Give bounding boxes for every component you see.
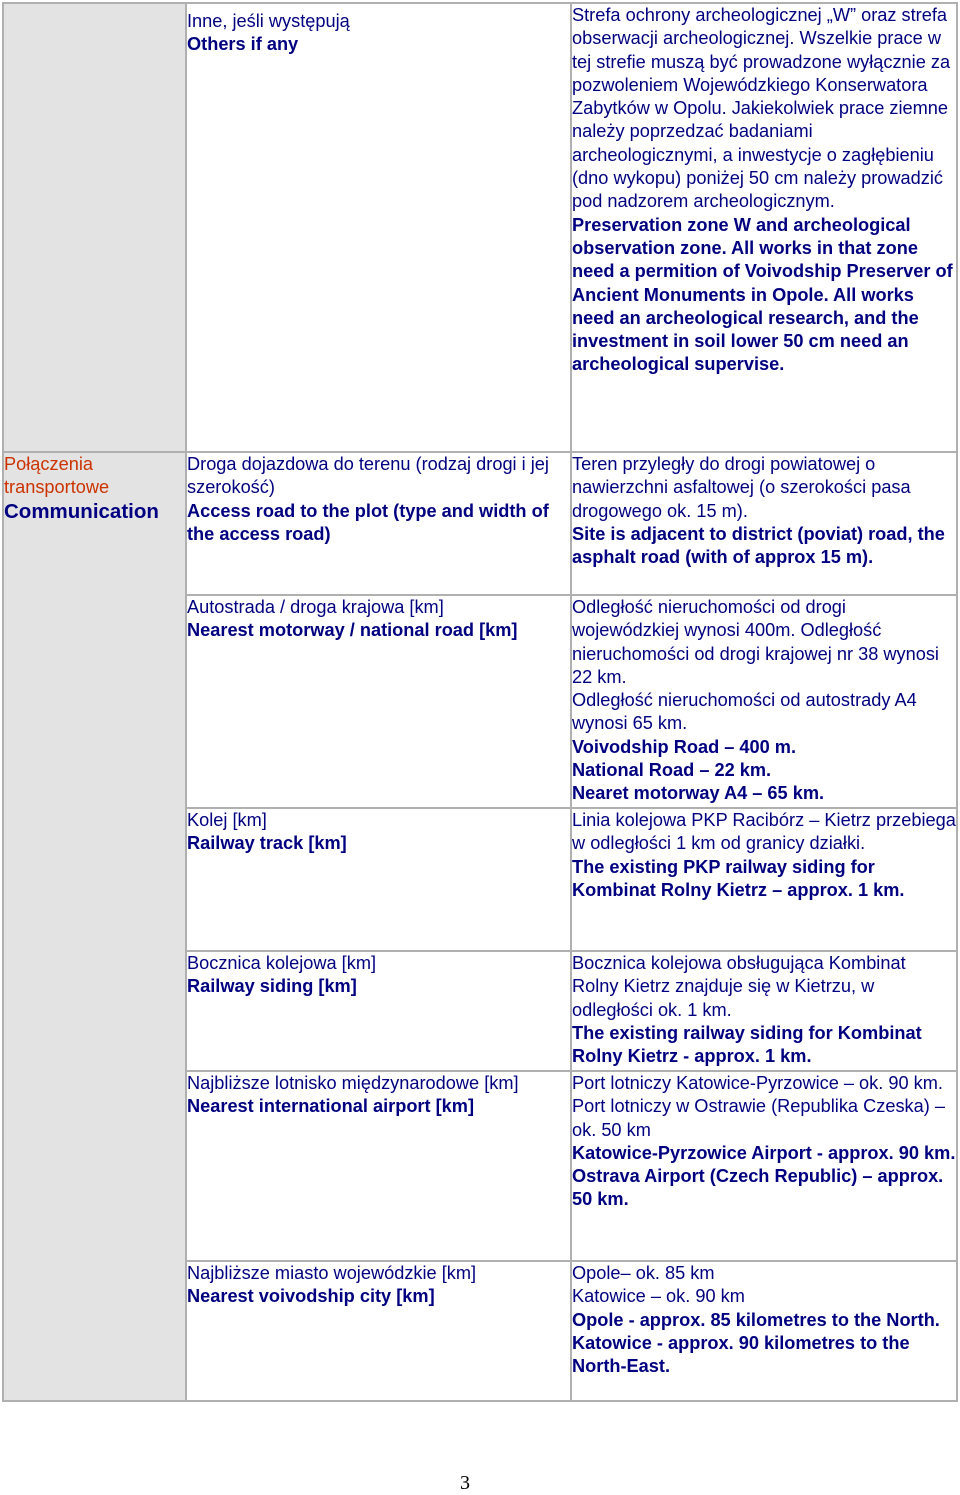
value-en-motorway-1: Voivodship Road – 400 m. [572, 736, 797, 757]
label-pl-siding: Bocznica kolejowa [km] [187, 953, 377, 973]
value-en-motorway-3: Nearet motorway A4 – 65 km. [572, 783, 825, 804]
value-pl-airport-1: Port lotniczy Katowice-Pyrzowice – ok. 90 km. [572, 1073, 943, 1093]
label-pl-city: Najbliższe miasto wojewódzkie [km] [187, 1263, 477, 1283]
value-pl-city-1: Opole– ok. 85 km [572, 1263, 715, 1283]
section-title-pl: Połączenia transportowe [4, 454, 110, 498]
value-pl-siding: Bocznica kolejowa obsługująca Kombinat Rolny Kietrz znajduje się w Kietrzu, w odległości ok. 1 km. [572, 953, 906, 1020]
label-cell-city [186, 1261, 571, 1401]
label-cell-access-road [186, 452, 571, 595]
value-pl-airport-2: Port lotniczy w Ostrawie (Republika Czeska) – ok. 50 km [572, 1096, 945, 1140]
value-en-airport-2: Ostrava Airport (Czech Republic) – approx. 50 km. [572, 1166, 944, 1210]
value-cell-railway [571, 808, 957, 951]
value-en-city-2: Katowice - approx. 90 kilometres to the North-East. [572, 1332, 910, 1377]
label-cell-motorway [186, 595, 571, 808]
label-cell-airport [186, 1071, 571, 1261]
value-cell-access-road [571, 452, 957, 595]
label-cell-others [186, 3, 571, 452]
value-en-others: Preservation zone W and archeological observation zone. All works in that zone need a permition of Voivodship Preserver of Ancient Monuments in Opole. All works need an archeological research, and the investment in soil lower 50 cm need an archeological supervise. [572, 214, 953, 375]
label-pl-airport: Najbliższe lotnisko międzynarodowe [km] [187, 1073, 519, 1093]
table-row-access-road [3, 452, 957, 595]
communication-table [2, 2, 958, 1402]
value-cell-city [571, 1261, 957, 1401]
value-pl-railway: Linia kolejowa PKP Racibórz – Kietrz przebiega w odległości 1 km od granicy działki. [572, 810, 956, 854]
value-cell-siding [571, 951, 957, 1071]
section-title-en: Communication [4, 499, 159, 523]
value-en-access-road: Site is adjacent to district (poviat) road, the asphalt road (with of approx 15 m). [572, 523, 945, 568]
label-en-airport: Nearest international airport [km] [187, 1096, 475, 1117]
label-cell-siding [186, 951, 571, 1071]
value-cell-motorway [571, 595, 957, 808]
label-en-others: Others if any [187, 34, 299, 55]
value-pl-motorway-2: Odległość nieruchomości od autostrady A4 wynosi 65 km. [572, 690, 917, 734]
label-en-city: Nearest voivodship city [km] [187, 1286, 435, 1307]
value-cell-airport [571, 1071, 957, 1261]
label-pl-motorway: Autostrada / droga krajowa [km] [187, 597, 444, 617]
label-pl-railway: Kolej [km] [187, 810, 267, 830]
label-pl-access-road: Droga dojazdowa do terenu (rodzaj drogi i jej szerokość) [187, 454, 549, 498]
label-cell-railway [186, 808, 571, 951]
label-en-motorway: Nearest motorway / national road [km] [187, 620, 518, 641]
value-en-railway: The existing PKP railway siding for Kombinat Rolny Kietrz – approx. 1 km. [572, 856, 905, 900]
value-pl-others: Strefa ochrony archeologicznej „W” oraz strefa obserwacji archeologicznej. Wszelkie prace w tej strefie muszą być prowadzone wyłącznie za pozwoleniem Wojewódzkiego Konserwatora Zabytków w Opolu. Jakiekolwiek prace ziemne należy poprzedzać badaniami archeologicznymi, a inwestycje o zagłębieniu (dno wykopu) poniżej 50 cm należy prowadzić pod nadzorem archeologicznym. [572, 5, 951, 212]
page-number: 3 [460, 1472, 470, 1494]
table-row-others [3, 3, 957, 452]
label-en-siding: Railway siding [km] [187, 976, 357, 997]
value-en-city-1: Opole - approx. 85 kilometres to the North. [572, 1309, 940, 1330]
value-cell-others [571, 3, 957, 452]
value-pl-motorway-1: Odległość nieruchomości od drogi wojewódzkiej wynosi 400m. Odległość nieruchomości od drogi krajowej nr 38 wynosi 22 km. [572, 597, 939, 687]
value-pl-city-2: Katowice – ok. 90 km [572, 1286, 745, 1307]
label-en-access-road: Access road to the plot (type and width of the access road) [187, 500, 549, 544]
value-en-siding: The existing railway siding for Kombinat Rolny Kietrz - approx. 1 km. [572, 1022, 922, 1067]
value-pl-access-road: Teren przyległy do drogi powiatowej o nawierzchni asfaltowej (o szerokości pasa drogowego ok. 15 m). [572, 454, 911, 521]
section-cell-communication [3, 452, 186, 1401]
label-pl-others: Inne, jeśli występują [187, 11, 350, 31]
value-en-motorway-2: National Road – 22 km. [572, 760, 772, 781]
label-en-railway: Railway track [km] [187, 833, 347, 854]
section-cell-empty [3, 3, 186, 452]
value-en-airport-1: Katowice-Pyrzowice Airport - approx. 90 km. [572, 1142, 956, 1163]
